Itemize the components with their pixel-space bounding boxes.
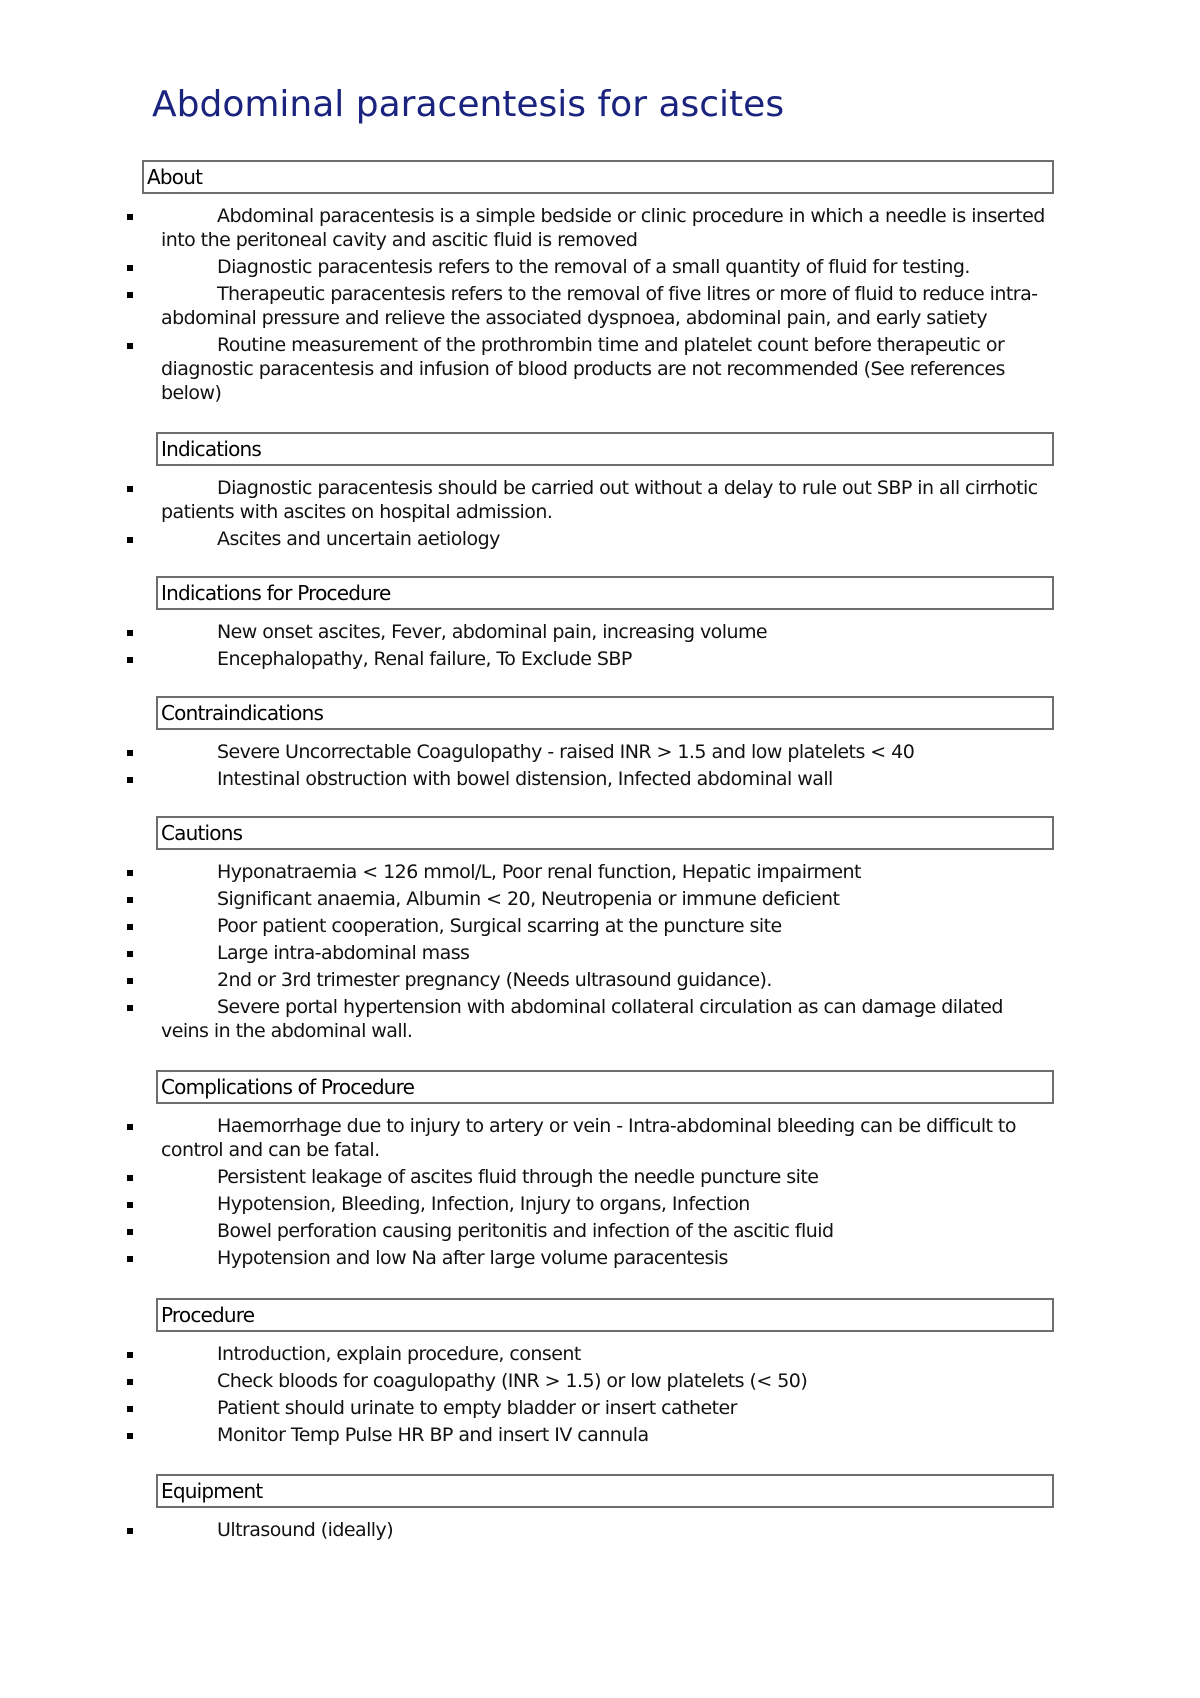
bullet-icon [127,1433,133,1439]
bullet-list [124,860,1054,1043]
bullet-icon [127,978,133,984]
list-item: Persistent leakage of ascites fluid through the needle puncture site [124,1165,1054,1189]
bullet-list [124,204,1054,405]
list-item: Large intra-abdominal mass [124,941,1054,965]
list-item: New onset ascites, Fever, abdominal pain, increasing volume [124,620,1054,644]
section-heading: Contraindications [156,696,1054,730]
list-item: Ultrasound (ideally) [124,1518,1054,1542]
list-item: Hypotension and low Na after large volume paracentesis [124,1246,1054,1270]
list-item: Intestinal obstruction with bowel distension, Infected abdominal wall [124,767,1054,791]
section-contraindications [124,696,1054,794]
bullet-icon [127,265,133,271]
bullet-icon [127,1256,133,1262]
bullet-icon [127,1202,133,1208]
list-item: Significant anaemia, Albumin < 20, Neutropenia or immune deficient [124,887,1054,911]
list-item: Poor patient cooperation, Surgical scarring at the puncture site [124,914,1054,938]
section-heading: Cautions [156,816,1054,850]
section-indications-for-procedure [124,576,1054,674]
list-item: Ascites and uncertain aetiology [124,527,1054,551]
page-title: Abdominal paracentesis for ascites [152,84,785,125]
section-cautions [124,816,1054,1046]
list-item: Diagnostic paracentesis refers to the removal of a small quantity of fluid for testing. [124,255,1054,279]
bullet-icon [127,1352,133,1358]
list-item: Haemorrhage due to injury to artery or vein - Intra-abdominal bleeding can be difficult to control and can be fatal. [124,1114,1054,1162]
list-item: Severe portal hypertension with abdominal collateral circulation as can damage dilated veins in the abdominal wall. [124,995,1054,1043]
section-heading: Complications of Procedure [156,1070,1054,1104]
bullet-icon [127,486,133,492]
section-about [124,160,1054,408]
list-item: Therapeutic paracentesis refers to the removal of five litres or more of fluid to reduce intra-abdominal pressure and relieve the associated dyspnoea, abdominal pain, and early satiety [124,282,1054,330]
bullet-icon [127,657,133,663]
list-item: Routine measurement of the prothrombin time and platelet count before therapeutic or diagnostic paracentesis and infusion of blood products are not recommended (See references below) [124,333,1054,405]
bullet-icon [127,777,133,783]
bullet-list [124,476,1054,551]
bullet-list [124,1114,1054,1270]
section-heading: Indications [156,432,1054,466]
list-item: Check bloods for coagulopathy (INR > 1.5) or low platelets (< 50) [124,1369,1054,1393]
section-procedure [124,1298,1054,1450]
bullet-icon [127,214,133,220]
bullet-icon [127,1406,133,1412]
list-item: Diagnostic paracentesis should be carried out without a delay to rule out SBP in all cirrhotic patients with ascites on hospital admission. [124,476,1054,524]
bullet-icon [127,1124,133,1130]
bullet-icon [127,1379,133,1385]
list-item: Severe Uncorrectable Coagulopathy - raised INR > 1.5 and low platelets < 40 [124,740,1054,764]
bullet-icon [127,1528,133,1534]
bullet-icon [127,924,133,930]
bullet-icon [127,897,133,903]
section-heading: Equipment [156,1474,1054,1508]
list-item: Encephalopathy, Renal failure, To Exclude SBP [124,647,1054,671]
list-item: Monitor Temp Pulse HR BP and insert IV cannula [124,1423,1054,1447]
section-heading: Procedure [156,1298,1054,1332]
bullet-icon [127,630,133,636]
bullet-icon [127,292,133,298]
bullet-list [124,1518,1054,1542]
bullet-icon [127,1005,133,1011]
list-item: Introduction, explain procedure, consent [124,1342,1054,1366]
list-item: Hypotension, Bleeding, Infection, Injury to organs, Infection [124,1192,1054,1216]
section-equipment [124,1474,1054,1545]
bullet-icon [127,750,133,756]
list-item: Bowel perforation causing peritonitis and infection of the ascitic fluid [124,1219,1054,1243]
bullet-list [124,620,1054,671]
list-item: 2nd or 3rd trimester pregnancy (Needs ultrasound guidance). [124,968,1054,992]
bullet-icon [127,870,133,876]
bullet-icon [127,951,133,957]
section-heading: Indications for Procedure [156,576,1054,610]
bullet-icon [127,1229,133,1235]
bullet-list [124,740,1054,791]
bullet-icon [127,343,133,349]
list-item: Hyponatraemia < 126 mmol/L, Poor renal function, Hepatic impairment [124,860,1054,884]
bullet-icon [127,1175,133,1181]
list-item: Patient should urinate to empty bladder or insert catheter [124,1396,1054,1420]
section-complications [124,1070,1054,1273]
list-item: Abdominal paracentesis is a simple bedside or clinic procedure in which a needle is inserted into the peritoneal cavity and ascitic fluid is removed [124,204,1054,252]
bullet-list [124,1342,1054,1447]
section-heading: About [142,160,1054,194]
section-indications [124,432,1054,554]
bullet-icon [127,537,133,543]
